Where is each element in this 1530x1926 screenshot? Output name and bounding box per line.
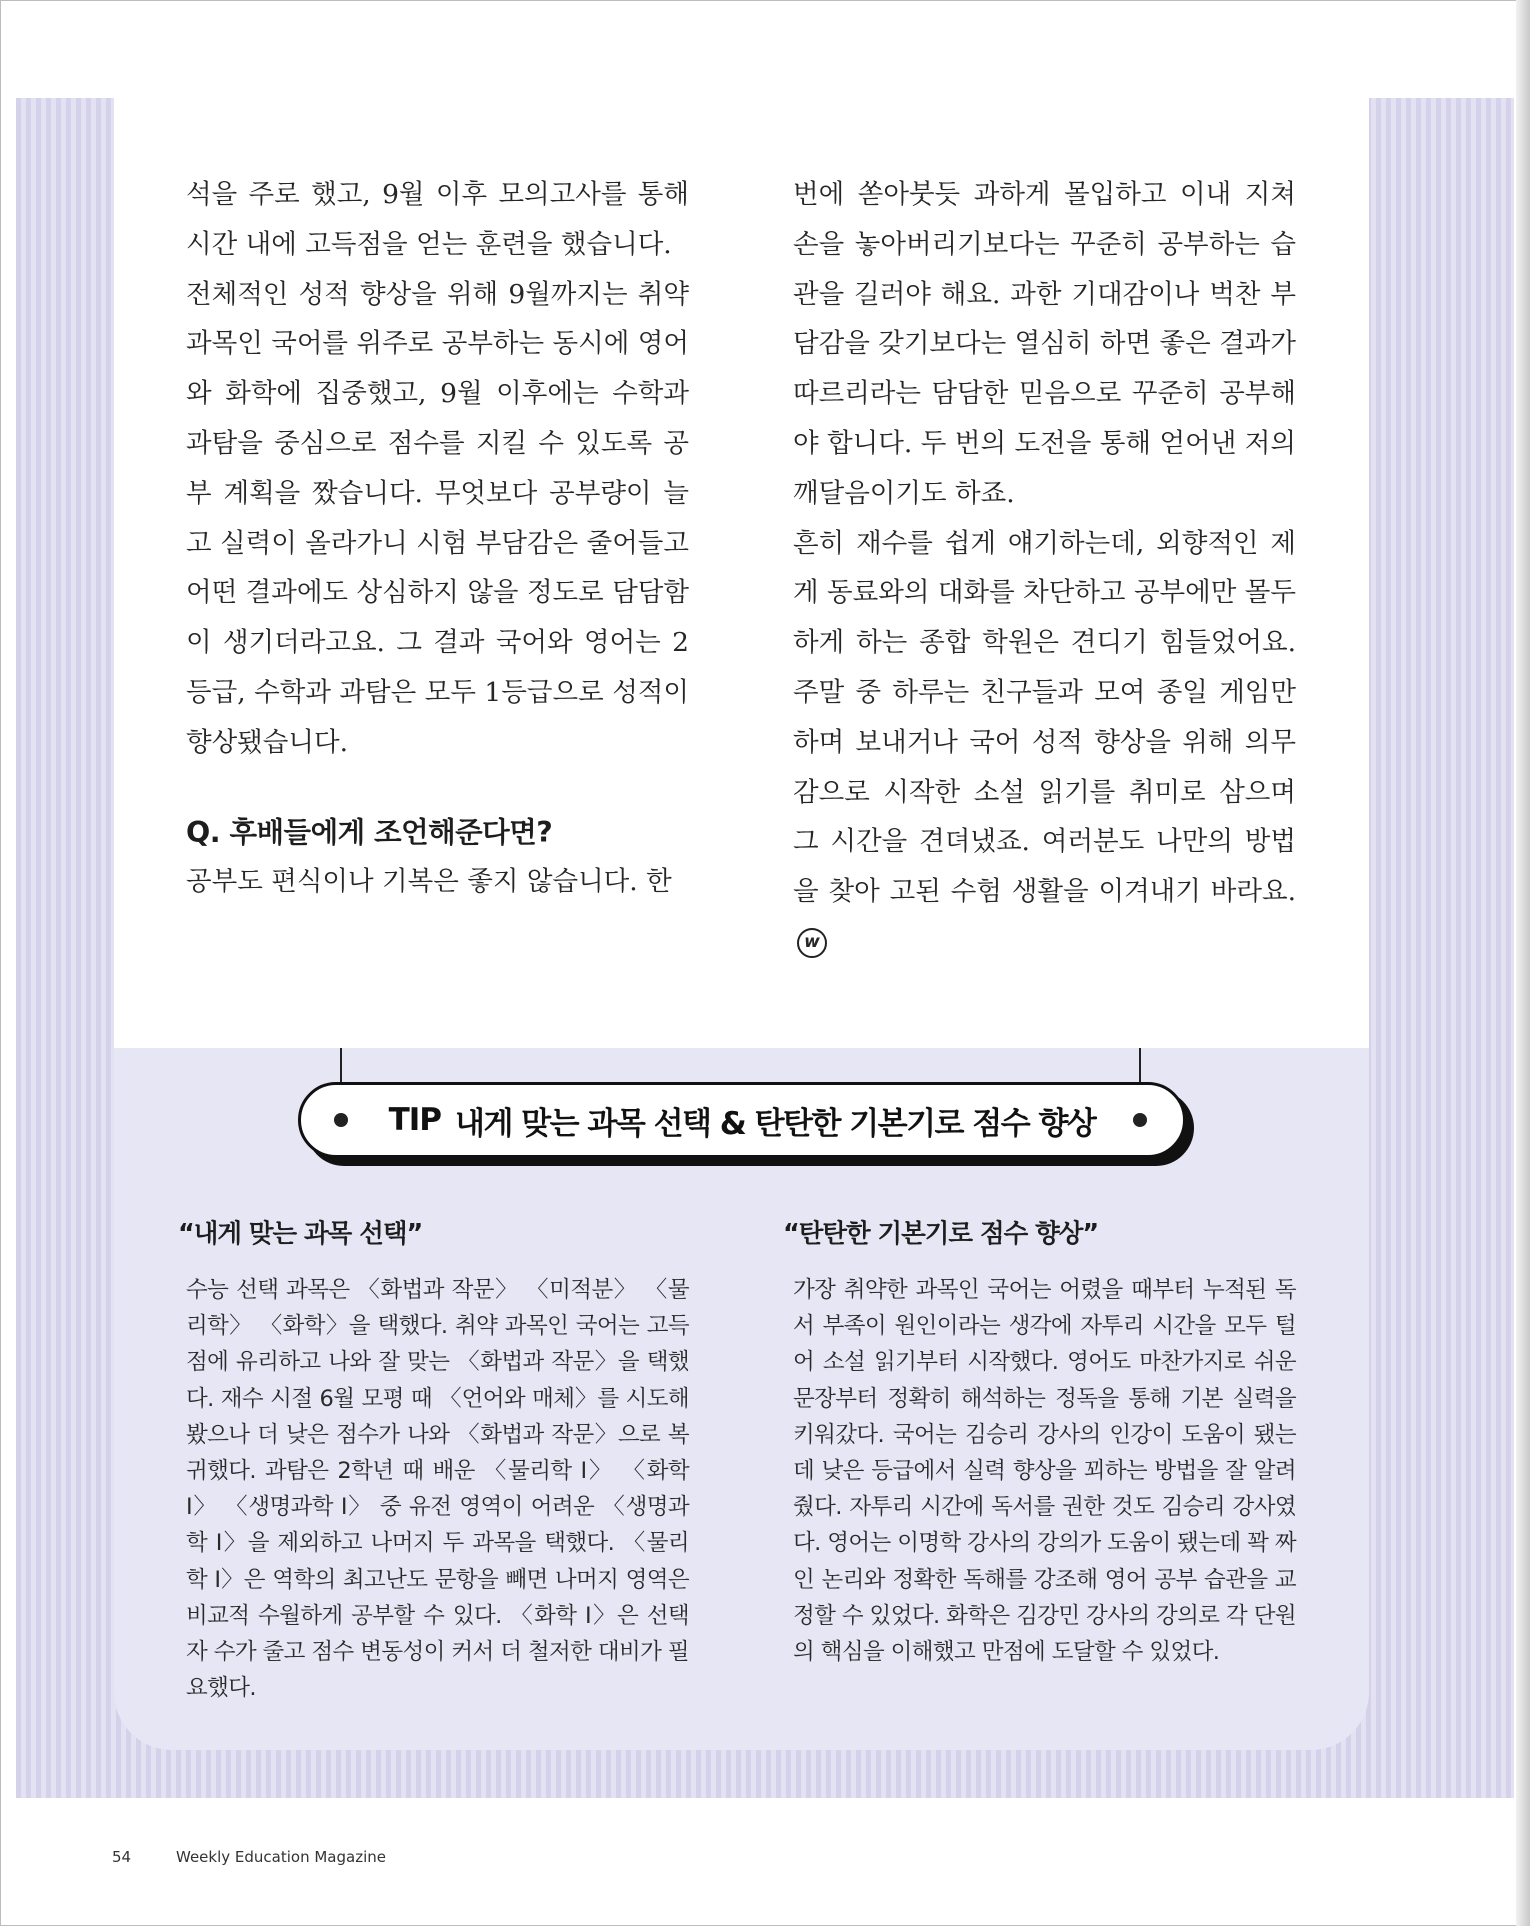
tip-dot-right — [1133, 1113, 1147, 1127]
left-column — [186, 170, 689, 907]
left-paragraph-3: 공부도 편식이나 기복은 좋지 않습니다. 한 — [186, 866, 672, 898]
right-paragraph-2-text: 흔히 재수를 쉽게 얘기하는데, 외향적인 제게 동료와의 대화를 차단하고 공부에만 몰두하게 하는 종합 학원은 견디기 힘들었어요. 주말 중 하루는 친구들과 모여 종일 게임만 하며 보내거나 국어 성적 향상을 위해 의무감으로 시작한 소설 읽기를 취미로 삼으며 그 시간을 견뎌냈죠. 여러분도 나만의 방법을 찾아 고된 수험 생활을 이겨내기 바라요. — [793, 527, 1296, 908]
tip-dot-left — [334, 1113, 348, 1127]
tip-banner — [298, 1082, 1186, 1158]
tip-left-heading: “내게 맞는 과목 선택” — [178, 1219, 423, 1249]
page-edge-shadow — [1516, 0, 1530, 1926]
left-paragraph-2: 전체적인 성적 향상을 위해 9월까지는 취약 과목인 국어를 위주로 공부하는 동시에 영어와 화학에 집중했고, 9월 이후에는 수학과 과탐을 중심으로 점수를 지킬 수 있도록 공부 계획을 짰습니다. 무엇보다 공부량이 늘고 실력이 올라가니 시험 부담감은 줄어들고 어떤 결과에도 상심하지 않을 정도로 담담함이 생기더라고요. 그 결과 국어와 영어는 2등급, 수학과 과탐은 모두 1등급으로 성적이 향상됐습니다. — [186, 278, 689, 758]
end-mark-icon: w — [797, 928, 827, 958]
left-paragraph-1: 석을 주로 했고, 9월 이후 모의고사를 통해 시간 내에 고득점을 얻는 훈련을 했습니다. — [186, 179, 689, 260]
question-heading: Q. 후배들에게 조언해준다면? — [186, 815, 553, 849]
tip-right-heading: “탄탄한 기본기로 점수 향상” — [783, 1219, 1099, 1249]
tip-title: 내게 맞는 과목 선택 & 탄탄한 기본기로 점수 향상 — [455, 1105, 1096, 1142]
right-column — [793, 170, 1296, 967]
right-paragraph-2 — [793, 519, 1296, 967]
magazine-name: Weekly Education Magazine — [176, 1848, 386, 1866]
right-paragraph-1: 번에 쏟아붓듯 과하게 몰입하고 이내 지쳐 손을 놓아버리기보다는 꾸준히 공부하는 습관을 길러야 해요. 과한 기대감이나 벅찬 부담감을 갖기보다는 열심히 하면 좋은 결과가 따르리라는 담담한 믿음으로 꾸준히 공부해야 합니다. 두 번의 도전을 통해 얻어낸 저의 깨달음이기도 하죠. — [793, 179, 1296, 509]
tip-right-text: 가장 취약한 과목인 국어는 어렸을 때부터 누적된 독서 부족이 원인이라는 생각에 자투리 시간을 모두 털어 소설 읽기부터 시작했다. 영어도 마찬가지로 쉬운 문장부터 정확히 해석하는 정독을 통해 기본 실력을 키워갔다. 국어는 김승리 강사의 인강이 도움이 됐는데 낮은 등급에서 실력 향상을 꾀하는 방법을 잘 알려줬다. 자투리 시간에 독서를 권한 것도 김승리 강사였다. 영어는 이명학 강사의 강의가 도움이 됐는데 꽉 짜인 논리와 정확한 독해를 강조해 영어 공부 습관을 교정할 수 있었다. 화학은 김강민 강사의 강의로 각 단원의 핵심을 이해했고 만점에 도달할 수 있었다. — [793, 1277, 1296, 1666]
page-number: 54 — [112, 1848, 132, 1866]
tip-left-text: 수능 선택 과목은 〈화법과 작문〉 〈미적분〉 〈물리학〉 〈화학〉을 택했다. 취약 과목인 국어는 고득점에 유리하고 나와 잘 맞는 〈화법과 작문〉을 택했다. 재수 시절 6월 모평 때 〈언어와 매체〉를 시도해봤으나 더 낮은 점수가 나와 〈화법과 작문〉으로 복귀했다. 과탐은 2학년 때 배운 〈물리학 I〉 〈화학 I〉 〈생명과학 I〉 중 유전 영역이 어려운 〈생명과학 I〉을 제외하고 나머지 두 과목을 택했다. 〈물리학 I〉은 역학의 최고난도 문항을 빼면 나머지 영역은 비교적 수월하게 공부할 수 있다. 〈화학 I〉은 선택자 수가 줄고 점수 변동성이 커서 더 철저한 대비가 필요했다. — [186, 1277, 689, 1702]
tip-label: TIP — [388, 1102, 442, 1138]
